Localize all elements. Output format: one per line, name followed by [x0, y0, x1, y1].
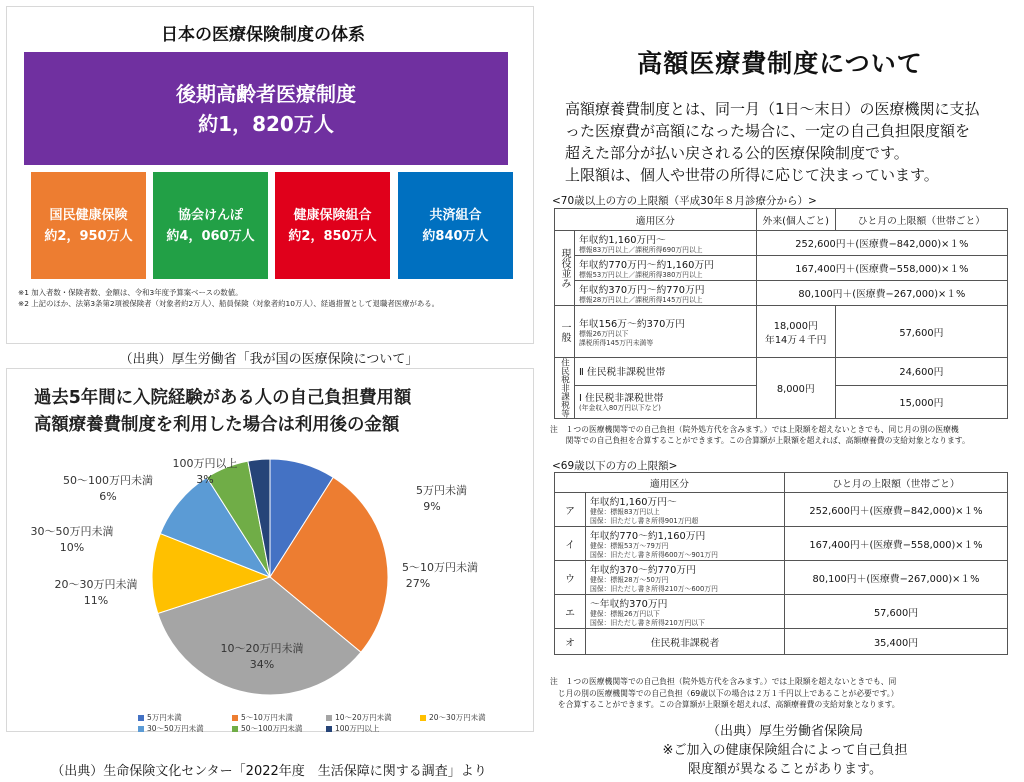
row-key: ウ — [555, 561, 586, 595]
row-main: 年収約370万円〜約770万円 — [579, 284, 705, 296]
pie-slice-label: 5万円未満 — [416, 484, 467, 497]
legend-item — [138, 723, 218, 734]
pie-slice-label: 50〜100万円未満 — [63, 474, 153, 487]
row-sub: 標報26万円以下 — [579, 329, 629, 338]
legend-label: 30〜50万円未満 — [147, 724, 204, 733]
row-main: 年収約1,160万円〜 — [579, 234, 666, 246]
pie-slice-label: 30〜50万円未満 — [30, 525, 114, 538]
row-limit: 57,600円 — [785, 595, 1008, 629]
pie-title-line2: 高額療養費制度を利用した場合は利用後の金額 — [34, 415, 400, 435]
pie-slice-label: 10〜20万円未満 — [220, 642, 304, 655]
row-main: 年収約770万円〜約1,160万円 — [579, 259, 714, 271]
row-main: Ⅰ 住民税非課税世帯 — [579, 393, 664, 405]
row-sub: (年金収入80万円以下など) — [579, 404, 661, 413]
insurer-count: 約2，850万人 — [288, 228, 377, 244]
row-sub: 標報83万円以上／課税所得690万円以上 — [579, 245, 703, 254]
legend-label: 10〜20万円未満 — [335, 713, 392, 722]
row-main: 年収約1,160万円〜 — [590, 496, 677, 508]
row-key: イ — [555, 527, 586, 561]
insurer-count: 約840万人 — [422, 228, 489, 244]
row-sub: 国保：旧ただし書き所得600万〜901万円 — [590, 550, 718, 559]
row-limit: 80,100円＋(医療費−267,000)×１% — [785, 561, 1008, 595]
legend-label: 5〜10万円未満 — [241, 713, 293, 722]
row-limit: 80,100円＋(医療費−267,000)×１% — [756, 281, 1007, 306]
row-sub: 健保：標報53万〜79万円 — [590, 541, 669, 550]
row-limit: 252,600円＋(医療費−842,000)×１% — [785, 493, 1008, 527]
row-main: Ⅱ 住民税非課税世帯 — [579, 367, 666, 379]
note-line: を合算することができます。この合算額が上限額を超えれば、高額療養費の支給対象となります。 — [550, 700, 900, 709]
outpatient-value: 18,000円 — [773, 320, 818, 332]
pie-slice-label: 100万円以上 — [172, 457, 238, 470]
table-row-category — [575, 231, 757, 256]
row-sub: 国保：旧ただし書き所得901万円超 — [590, 516, 699, 525]
row-sub: 健保：標報26万円以下 — [590, 609, 660, 618]
row-sub: 標報53万円以上／課税所得380万円以上 — [579, 270, 703, 279]
pie-title-line1: 過去5年間に入院経験がある人の自己負担費用額 — [34, 388, 412, 408]
row-limit: 167,400円＋(医療費−558,000)×１% — [785, 527, 1008, 561]
legend-swatch — [138, 726, 144, 732]
table-row-category — [575, 281, 757, 306]
row-outpatient: 8,000円 — [756, 358, 835, 419]
group-genekinami: 現役並み — [555, 231, 575, 306]
table-70-over — [554, 208, 1008, 419]
row-main: 年収約370〜約770万円 — [590, 564, 696, 576]
table-header-category: 適用区分 — [555, 473, 785, 493]
row-limit: 24,600円 — [835, 358, 1007, 386]
row-key: ア — [555, 493, 586, 527]
legend-item — [326, 723, 406, 734]
note-line: 注 １つの医療機関等での自己負担（院外処方代を含みます。）では上限額を超えないときでも、同 — [550, 677, 897, 686]
pie-slice-label: 20〜30万円未満 — [54, 578, 138, 591]
remark-line: ※ご加入の健康保険組合によって自己負担 — [662, 743, 908, 758]
table-row-category: 住民税非課税者 — [586, 629, 785, 655]
intro-line: 高額療養費制度とは、同一月（1日〜末日）の医療機関に支払 — [565, 100, 980, 118]
table-header-category: 適用区分 — [555, 209, 757, 231]
intro-line: 上限額は、個人や世帯の所得に応じて決まっています。 — [565, 166, 939, 184]
table-header-monthly: ひと月の上限額（世帯ごと） — [835, 209, 1007, 231]
legend-label: 50〜100万円未満 — [241, 724, 303, 733]
remark-line: 限度額が異なることがあります。 — [688, 762, 882, 777]
pie-slice-value: 3% — [196, 473, 214, 486]
legend-item — [232, 712, 312, 723]
legend-item — [420, 712, 500, 723]
row-main: 年収約770〜約1,160万円 — [590, 530, 706, 542]
row-sub: 健保：標報83万円以上 — [590, 507, 660, 516]
legend-swatch — [326, 726, 332, 732]
row-limit: 35,400円 — [785, 629, 1008, 655]
pie-legend — [138, 712, 518, 734]
table-70-note — [550, 424, 1020, 446]
legend-label: 20〜30万円未満 — [429, 713, 486, 722]
table-row-category — [575, 385, 757, 418]
legend-item — [232, 723, 312, 734]
legend-swatch — [232, 726, 238, 732]
table-header-outpatient: 外来(個人ごと) — [756, 209, 835, 231]
intro-line: 超えた部分が払い戻される公的医療保険制度です。 — [565, 144, 909, 162]
insurer-name: 共済組合 — [429, 207, 482, 223]
table-header-monthly: ひと月の上限額（世帯ごと） — [785, 473, 1008, 493]
legend-swatch — [420, 715, 426, 721]
row-sub: 課税所得145万円未満等 — [579, 338, 654, 347]
table-row-category — [586, 493, 785, 527]
pie-slice-label: 5〜10万円未満 — [402, 561, 478, 574]
pie-source: （出典）生命保険文化センター「2022年度 生活保障に関する調査」より — [51, 764, 487, 779]
insurer-count: 約2，950万人 — [44, 228, 133, 244]
row-sub: 国保：旧ただし書き所得210万円以下 — [590, 618, 705, 627]
note-line: 関等での自己負担を合算することができます。この合算額が上限額を超えれば、高額療養費の支給対象となります。 — [550, 436, 970, 445]
pie-slice-value: 10% — [59, 541, 85, 554]
pie-slice-value: 11% — [83, 594, 109, 607]
table-70-caption: <70歳以上の方の上限額（平成30年８月診療分から）> — [552, 195, 817, 207]
row-sub: 健保：標報28万〜50万円 — [590, 575, 669, 584]
note-1: ※1 加入者数・保険者数、金額は、令和3年度予算案ベースの数値。 — [18, 288, 243, 297]
pie-slice-value: 27% — [405, 577, 431, 590]
group-hikazei: 住民税非課税等 — [555, 358, 575, 419]
late-elderly-count: 約1，820万人 — [198, 111, 334, 136]
insurance-system-title: 日本の医療保険制度の体系 — [161, 25, 365, 45]
insurance-source: （出典）厚生労働省「我が国の医療保険について」 — [119, 352, 419, 367]
high-cost-intro — [565, 98, 1015, 186]
pie-slice-value: 6% — [99, 490, 117, 503]
note-2: ※2 上記のほか、法第3条第2項被保険者（対象者約2万人）、船員保険（対象者約10万人）、経過措置として退職者医療がある。 — [18, 299, 440, 308]
intro-line: った医療費が高額になった場合に、一定の自己負担限度額を — [565, 122, 971, 140]
source-line: （出典）厚生労働省保険局 — [706, 724, 863, 739]
high-cost-source — [560, 722, 1010, 779]
table-69-caption: <69歳以下の方の上限額> — [552, 460, 678, 472]
legend-swatch — [326, 715, 332, 721]
high-cost-title: 高額医療費制度について — [637, 49, 923, 78]
table-69-note — [550, 676, 1020, 711]
table-69-under — [554, 472, 1008, 655]
row-sub: 国保：旧ただし書き所得210万〜600万円 — [590, 584, 718, 593]
insurer-name: 協会けんぽ — [177, 207, 243, 223]
insurer-name: 国民健康保険 — [49, 207, 128, 223]
row-limit: 167,400円＋(医療費−558,000)×１% — [756, 256, 1007, 281]
legend-label: 100万円以上 — [335, 724, 380, 733]
row-key: エ — [555, 595, 586, 629]
legend-item — [326, 712, 406, 723]
table-row-category — [575, 358, 757, 386]
legend-swatch — [138, 715, 144, 721]
row-main: 〜年収約370万円 — [590, 598, 668, 610]
table-row-category — [575, 306, 757, 358]
row-limit: 15,000円 — [835, 385, 1007, 418]
row-outpatient — [756, 306, 835, 358]
table-row-category — [586, 561, 785, 595]
insurer-count: 約4，060万人 — [166, 228, 255, 244]
table-row-category — [586, 595, 785, 629]
note-line: じ月の別の医療機関等での自己負担（69歳以下の場合は２万１千円以上であることが必要です。） — [550, 688, 899, 698]
row-main: 年収156万〜約370万円 — [579, 318, 685, 330]
note-line: 注 １つの医療機関等での自己負担（院外処方代を含みます。）では上限額を超えないときでも、同じ月の別の医療機 — [550, 425, 959, 434]
group-ippan: 一般 — [555, 306, 575, 358]
row-limit: 57,600円 — [835, 306, 1007, 358]
legend-swatch — [232, 715, 238, 721]
pie-slice-value: 9% — [423, 500, 441, 513]
late-elderly-name: 後期高齢者医療制度 — [176, 81, 356, 106]
outpatient-annual: 年14万４千円 — [765, 334, 827, 346]
row-sub: 標報28万円以上／課税所得145万円以上 — [579, 295, 703, 304]
row-key: オ — [555, 629, 586, 655]
legend-item — [138, 712, 218, 723]
pie-slice-value: 34% — [249, 658, 275, 671]
insurer-name: 健康保険組合 — [293, 207, 372, 223]
table-row-category — [575, 256, 757, 281]
legend-label: 5万円未満 — [147, 713, 182, 722]
table-row-category — [586, 527, 785, 561]
row-limit: 252,600円＋(医療費−842,000)×１% — [756, 231, 1007, 256]
